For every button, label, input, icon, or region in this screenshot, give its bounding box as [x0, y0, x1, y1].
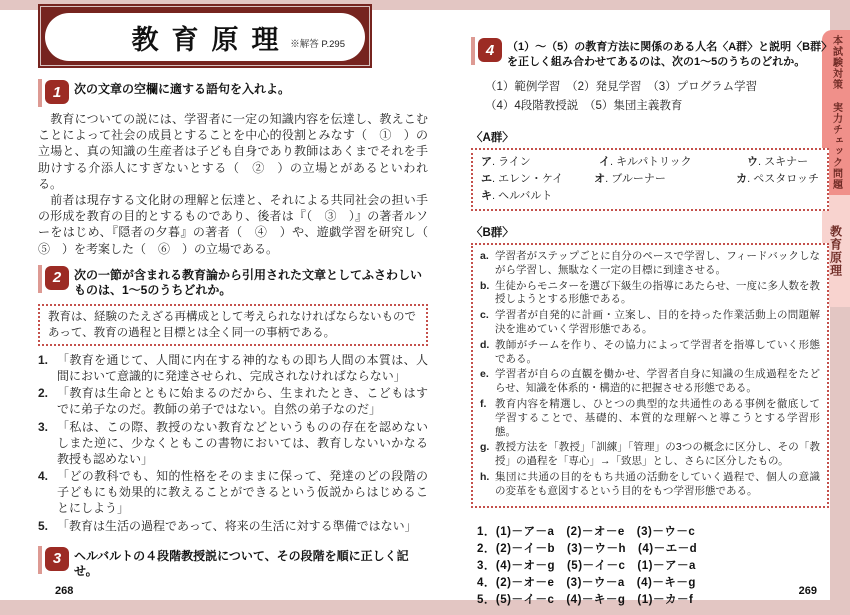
- question-4-title: （1）～（5）の教育方法に関係のある人名〈A群〉と説明〈B群〉を正しく組み合わせてあるのは、次の1～5のうちのどれか。: [507, 41, 827, 68]
- group-a-item: キ. ヘルバルト: [481, 190, 553, 202]
- right-page: [471, 38, 829, 609]
- group-b-item-g: g. 教授方法を「教授」「訓練」「管理」の3つの概念に区分し、その「教授」の過程を「専心」→「致思」とし、さらに区分したもの。: [480, 441, 820, 468]
- question-2-header: [38, 266, 428, 299]
- group-a-item: イ. キルパトリック: [599, 156, 692, 168]
- question-4-header: [471, 38, 829, 70]
- group-b-box: [471, 243, 829, 508]
- question-3-number-badge: [38, 547, 74, 573]
- option-text: 「私は、この際、教授のない教育などというものの存在を認めないしまた逆に、少なくともこの書物においては、教育しないいかなる教授も認めない」: [57, 420, 428, 466]
- badge-stripe: [471, 37, 475, 65]
- question-2-option-3: [38, 420, 428, 467]
- question-1-header: [38, 80, 428, 106]
- question-1-number: 1: [45, 80, 69, 104]
- question-2-option-4: [38, 469, 428, 516]
- page-number-left: 268: [55, 585, 74, 597]
- group-b-item-b: b. 生徒からモニターを選び下級生の指導にあたらせ、一度に多人数を教授しようとする形態である。: [480, 279, 820, 306]
- badge-stripe: [38, 546, 42, 574]
- question-2-quote-box: 教育は、経験のたえざる再構成として考えられなければならないものであって、教育の過程と目標とは全く同一の事柄である。: [38, 304, 428, 346]
- question-4-answer-choices: [477, 524, 829, 609]
- group-b-label: 〈B群〉: [471, 227, 514, 239]
- option-number: 2.: [38, 386, 49, 401]
- option-number: 4.: [38, 469, 49, 484]
- question-1-title: 次の文章の空欄に適する語句を入れよ。: [74, 82, 291, 96]
- group-b-item-c: c. 学習者が自発的に計画・立案し、目的を持った作業活動上の問題解決を進めていく学習形態である。: [480, 309, 820, 335]
- group-a-item: カ. ペスタロッチ: [736, 173, 819, 185]
- option-number: 5.: [38, 518, 49, 533]
- group-a-row: [481, 188, 819, 205]
- question-3-header: [38, 547, 428, 580]
- question-3-title: ヘルバルトの４段階教授説について、その段階を順に正しく記せ。: [74, 548, 409, 579]
- group-a-item: エ. エレン・ケイ: [481, 173, 564, 185]
- method-list-line-1: （1）範例学習 （2）発見学習 （3）プログラム学習: [485, 81, 758, 93]
- answer-choice-3: 3．(4)－オ－g (5)－イ－c (1)－ア－a: [477, 559, 696, 572]
- group-b-item-d: d. 教師がチームを作り、その協力によって学習者を指導していく形態である。: [480, 338, 820, 365]
- question-3-number: 3: [45, 547, 69, 571]
- group-a-item: ウ. スキナー: [747, 156, 809, 168]
- question-2-option-1: [38, 353, 428, 385]
- left-page: [38, 4, 441, 585]
- index-tab-subject-label: 教育原理: [828, 225, 843, 277]
- chapter-title-pill: [45, 13, 365, 61]
- badge-stripe: [38, 265, 42, 293]
- question-4-number-badge: [471, 38, 507, 64]
- answer-choice-2: 2．(2)－イ－b (3)－ウ－h (4)－エ－d: [477, 542, 698, 555]
- option-text: 「教育は生命とともに始まるのだから、生まれたとき、こどもはすでに弟子なのだ。教師の弟子ではない。自然の弟子なのだ」: [57, 386, 428, 417]
- question-1-paragraph-2: 前者は現存する文化財の理解と伝達と、それによる共同社会の担い手の形成を教育の目的とするものであり、後者は『（ ③ ）』の著者ルソーをはじめ、『隠者の夕暮』の著者（ ④ ）や、遊戯学習を研究し（ ⑤ ）を考案した（ ⑥ ）の立場である。: [38, 193, 441, 256]
- option-text: 「教育を通じて、人間に内在する神的なもの即ち人間の本質は、人間において意識的に発達させられ、完成されなければならない」: [57, 352, 428, 383]
- chapter-title-box: [38, 4, 372, 68]
- group-b-item-a: a. 学習者がステップごとに自分のペースで学習し、フィードバックしながら学習し、無駄なく一定の目標に到達させる。: [480, 250, 820, 276]
- question-2-number-badge: [38, 266, 74, 292]
- group-a-item: オ. ブルーナー: [594, 173, 666, 185]
- group-b-item-f: f. 教育内容を精選し、ひとつの典型的な共通性のある事例を徹底して学習することで、基礎的、本質的な理解へと導こうとする学習形態。: [480, 397, 820, 438]
- question-4-number: 4: [478, 38, 502, 62]
- page-number-right: 269: [798, 585, 817, 597]
- method-list-line-2: （4）4段階教授説 （5）集団主義教育: [485, 100, 683, 112]
- option-number: 3.: [38, 420, 49, 435]
- question-2-title: 次の一節が含まれる教育論から引用された文章としてふさわしいものは、1～5のうちどれか。: [74, 267, 423, 298]
- group-a-item: ア. ライン: [481, 156, 531, 168]
- option-text: 「どの教科でも、知的性格をそのままに保って、発達のどの段階の子どもにも効果的に教えることができるという仮説からはじめることにしよう」: [57, 469, 428, 515]
- answer-choice-5: 5．(5)－イ－c (4)－キ－g (1)－カ－f: [477, 593, 694, 606]
- answer-choice-4: 4．(2)－オ－e (3)－ウ－a (4)－キ－g: [477, 576, 696, 589]
- option-text: 「教育は生活の過程であって、将来の生活に対する準備ではない」: [57, 518, 417, 533]
- badge-stripe: [38, 79, 42, 107]
- question-4-method-list: [485, 78, 829, 116]
- question-1-paragraph-1: 教育についての説には、学習者に一定の知識内容を伝達し、教えこむことによって社会の成員とすることを中心的役割とみなす（ ① ）の立場と、真の知識の生産者は子ども自身であり教師はあくまでそれを手助けする介添人にすぎないとする（ ② ）の立場とがあるといわれる。: [38, 112, 428, 191]
- group-a-box: [471, 148, 829, 211]
- index-tab-exam-label: 本試験対策 実力チェック問題: [830, 35, 842, 190]
- option-number: 1.: [38, 352, 49, 367]
- group-a-row: [481, 154, 819, 171]
- group-a-row: [481, 171, 819, 188]
- chapter-title: 教育原理: [131, 24, 292, 55]
- answer-choice-1: 1．(1)－ア－a (2)－オ－e (3)－ウ－c: [477, 525, 696, 538]
- answer-page-reference: ※解答 P.295: [290, 39, 345, 50]
- question-2-number: 2: [45, 266, 69, 290]
- question-1-number-badge: [38, 80, 74, 106]
- group-b-item-h: h. 集団に共通の目的をもち共通の活動をしていく過程で、個人の意識の変革をも意図するという目的をもつ学習形態である。: [480, 470, 820, 497]
- group-a-label: 〈A群〉: [471, 132, 514, 144]
- question-2-option-2: [38, 386, 428, 418]
- question-2-option-5: [38, 519, 428, 535]
- group-b-item-e: e. 学習者が自らの直観を働かせ、学習者自身に知識の生成過程をたどらせ、知識を体系的・構造的に把握させる形態である。: [480, 368, 820, 395]
